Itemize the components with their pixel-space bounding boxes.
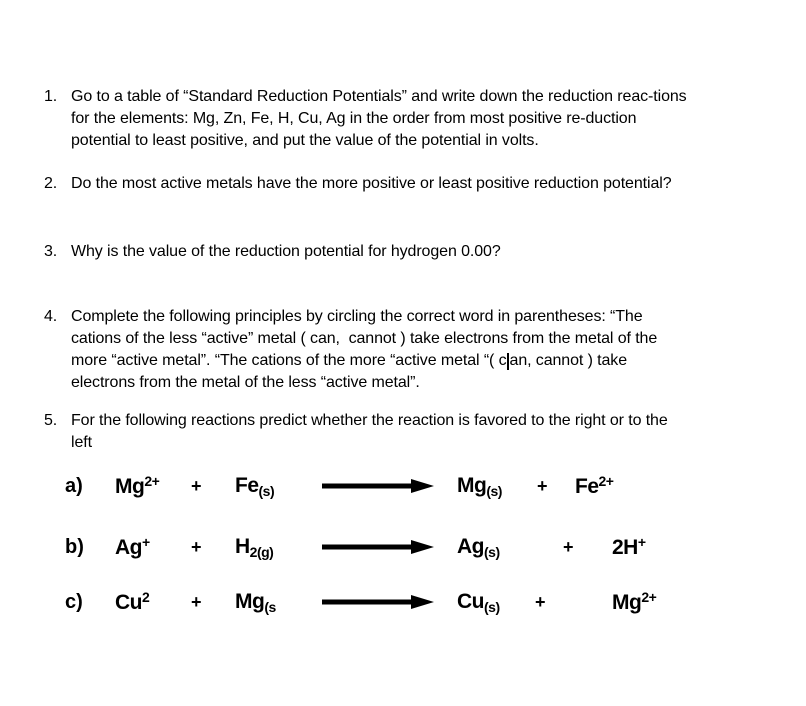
question-item bbox=[44, 241, 784, 263]
question-number: 1. bbox=[44, 88, 58, 105]
chemical-formula bbox=[115, 591, 149, 614]
question-line bbox=[71, 350, 784, 372]
right-arrow-icon bbox=[322, 539, 434, 555]
formula-subscript: (s) bbox=[484, 598, 500, 615]
formula-text: Cu bbox=[115, 591, 142, 614]
formula-text: Ag bbox=[457, 534, 484, 558]
formula-superscript: + bbox=[142, 534, 150, 550]
chemical-formula bbox=[612, 591, 656, 614]
reaction-arrow bbox=[322, 594, 457, 610]
plus-sign: + bbox=[537, 475, 548, 496]
formula-text: Ag bbox=[115, 536, 142, 559]
reaction-label: c) bbox=[65, 590, 83, 613]
chemical-formula bbox=[457, 535, 500, 558]
product-2 bbox=[612, 534, 646, 560]
formula-text: Mg bbox=[612, 591, 642, 614]
chemical-formula bbox=[612, 536, 646, 559]
question-line-text: more “active metal”. “The cations of the more “active metal “( c bbox=[71, 352, 507, 369]
text-cursor-caret bbox=[507, 353, 509, 370]
reactant-1 bbox=[115, 589, 191, 615]
formula-superscript: 2 bbox=[142, 589, 150, 605]
chemical-formula bbox=[457, 590, 500, 613]
formula-text: Fe bbox=[235, 473, 259, 497]
plus-sign: + bbox=[191, 591, 202, 612]
plus-sign: + bbox=[535, 591, 546, 612]
chemical-formula bbox=[115, 475, 159, 498]
question-line: left bbox=[71, 434, 92, 451]
question-line: potential to least positive, and put the value of the potential in volts. bbox=[71, 132, 539, 149]
reactant-2 bbox=[235, 590, 322, 615]
question-body bbox=[71, 86, 784, 152]
reaction-arrow bbox=[322, 478, 457, 494]
reactant-1 bbox=[115, 534, 191, 560]
plus-sign: + bbox=[191, 475, 202, 496]
formula-text: Mg bbox=[457, 473, 487, 497]
chemical-formula bbox=[235, 474, 274, 497]
chemical-formula bbox=[235, 590, 276, 613]
question-body bbox=[71, 410, 784, 454]
question-line: for the elements: Mg, Zn, Fe, H, Cu, Ag in the order from most positive re-duction bbox=[71, 110, 637, 127]
question-number: 3. bbox=[44, 243, 58, 260]
formula-superscript: 2+ bbox=[144, 473, 160, 489]
chemical-formula bbox=[115, 536, 150, 559]
formula-subscript: (s bbox=[264, 598, 276, 615]
product-1 bbox=[457, 474, 537, 499]
reactant-2 bbox=[235, 474, 322, 499]
reaction-arrow bbox=[322, 539, 457, 555]
formula-text: Mg bbox=[235, 589, 265, 613]
chemical-formula bbox=[575, 475, 613, 498]
formula-subscript: 2(g) bbox=[249, 543, 274, 560]
question-number: 2. bbox=[44, 175, 58, 192]
question-number: 5. bbox=[44, 412, 58, 429]
formula-text: H bbox=[235, 534, 250, 558]
question-line: cations of the less “active” metal ( can, cannot ) take electrons from the metal of the bbox=[71, 330, 658, 347]
question-line: For the following reactions predict whether the reaction is favored to the right or to the bbox=[71, 412, 668, 429]
reaction-label: a) bbox=[65, 474, 83, 497]
question-item bbox=[44, 86, 784, 152]
product-2 bbox=[612, 589, 656, 615]
reaction-row bbox=[65, 469, 613, 503]
question-line: Do the most active metals have the more positive or least positive reduction potential? bbox=[71, 175, 672, 192]
question-item bbox=[44, 306, 784, 394]
formula-superscript: 2+ bbox=[641, 589, 657, 605]
right-arrow-icon bbox=[322, 478, 434, 494]
formula-subscript: (s) bbox=[484, 543, 500, 560]
formula-subscript: (s) bbox=[258, 482, 275, 499]
chemical-formula bbox=[457, 474, 502, 497]
question-number: 4. bbox=[44, 308, 58, 325]
plus-sign: + bbox=[563, 536, 574, 557]
chemical-formula bbox=[235, 535, 273, 558]
question-line: Go to a table of “Standard Reduction Potentials” and write down the reduction reac-tions bbox=[71, 88, 687, 105]
formula-superscript: + bbox=[637, 534, 646, 550]
question-line: Why is the value of the reduction potential for hydrogen 0.00? bbox=[71, 243, 501, 260]
formula-text: 2H bbox=[612, 536, 638, 559]
question-line: electrons from the metal of the less “active metal”. bbox=[71, 374, 420, 391]
question-item bbox=[44, 173, 784, 195]
formula-text: Fe bbox=[575, 475, 599, 498]
formula-superscript: 2+ bbox=[598, 473, 614, 489]
product-1 bbox=[457, 535, 563, 560]
plus-sign: + bbox=[191, 536, 202, 557]
question-body bbox=[71, 173, 784, 195]
product-2 bbox=[575, 473, 613, 499]
formula-text: Mg bbox=[115, 475, 145, 498]
reactant-1 bbox=[115, 473, 191, 499]
question-body bbox=[71, 241, 784, 263]
reaction-row bbox=[65, 530, 646, 564]
formula-text: Cu bbox=[457, 589, 484, 613]
reaction-row bbox=[65, 585, 656, 619]
formula-subscript: (s) bbox=[486, 482, 502, 499]
question-line: Complete the following principles by circling the correct word in parentheses: “The bbox=[71, 308, 643, 325]
question-item bbox=[44, 410, 784, 454]
right-arrow-icon bbox=[322, 594, 434, 610]
question-line-text: an, cannot ) take bbox=[509, 352, 628, 369]
product-1 bbox=[457, 590, 535, 615]
reactant-2 bbox=[235, 535, 322, 560]
question-body bbox=[71, 306, 784, 394]
reaction-label: b) bbox=[65, 535, 84, 558]
